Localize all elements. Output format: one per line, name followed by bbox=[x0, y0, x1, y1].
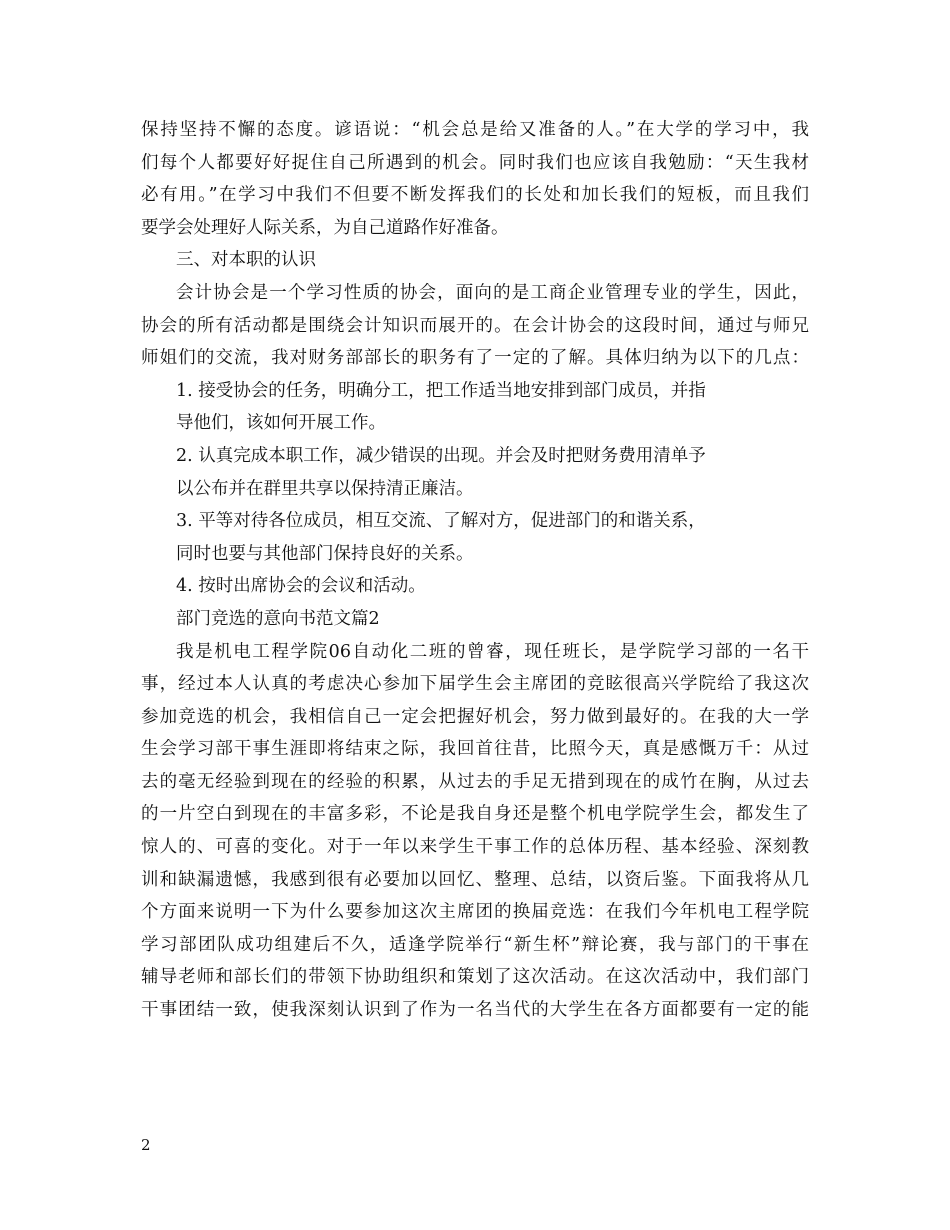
text-line: 2. 认真完成本职工作，减少错误的出现。并会及时把财务费用清单予 bbox=[176, 445, 706, 466]
text-line: 我是机电工程学院06自动化二班的曾睿，现任班长，是学院学习部的一名干 bbox=[176, 641, 809, 662]
text-line: 参加竞选的机会，我相信自己一定会把握好机会，努力做到最好的。在我的大一学 bbox=[141, 706, 809, 727]
text-line: 生会学习部干事生涯即将结束之际，我回首往昔，比照今天，真是感慨万千：从过 bbox=[141, 739, 809, 760]
text-line: 干事团结一致，使我深刻认识到了作为一名当代的大学生在各方面都要有一定的能 bbox=[141, 1000, 809, 1021]
page-number: 2 bbox=[141, 1136, 151, 1154]
document-body bbox=[141, 114, 809, 1027]
text-line: 部门竞选的意向书范文篇2 bbox=[176, 608, 380, 629]
text-line: 1. 接受协会的任务，明确分工，把工作适当地安排到部门成员，并指 bbox=[176, 380, 706, 401]
text-line: 要学会处理好人际关系，为自己道路作好准备。 bbox=[141, 217, 509, 238]
text-line: 事，经过本人认真的考虑决心参加下届学生会主席团的竞眩很高兴学院给了我这次 bbox=[141, 674, 809, 695]
text-line: 训和缺漏遗憾，我感到很有必要加以回忆、整理、总结，以资后鉴。下面我将从几 bbox=[141, 869, 809, 890]
text-line: 个方面来说明一下为什么要参加这次主席团的换届竞选：在我们今年机电工程学院 bbox=[141, 902, 809, 923]
text-line: 辅导老师和部长们的带领下协助组织和策划了这次活动。在这次活动中，我们部门 bbox=[141, 967, 809, 988]
text-line: 三、对本职的认识 bbox=[176, 250, 316, 271]
text-line: 3. 平等对待各位成员，相互交流、了解对方，促进部门的和谐关系， bbox=[176, 511, 706, 532]
text-line: 会计协会是一个学习性质的协会，面向的是工商企业管理专业的学生，因此， bbox=[176, 282, 809, 303]
text-line: 保持坚持不懈的态度。谚语说：“机会总是给又准备的人。”在大学的学习中，我 bbox=[141, 120, 809, 140]
text-line: 同时也要与其他部门保持良好的关系。 bbox=[176, 543, 474, 564]
text-line: 以公布并在群里共享以保持清正廉洁。 bbox=[176, 478, 474, 499]
text-line: 的一片空白到现在的丰富多彩，不论是我自身还是整个机电学院学生会，都发生了 bbox=[141, 804, 809, 825]
text-line: 学习部团队成功组建后不久，适逢学院举行“新生杯”辩论赛，我与部门的干事在 bbox=[141, 934, 809, 955]
text-line: 惊人的、可喜的变化。对于一年以来学生干事工作的总体历程、基本经验、深刻教 bbox=[141, 837, 809, 858]
text-line: 们每个人都要好好捉住自己所遇到的机会。同时我们也应该自我勉励：“天生我材 bbox=[141, 152, 809, 173]
text-line: 去的毫无经验到现在的经验的积累，从过去的手足无措到现在的成竹在胸，从过去 bbox=[141, 771, 809, 792]
text-line: 必有用。”在学习中我们不但要不断发挥我们的长处和加长我们的短板，而且我们 bbox=[141, 185, 809, 206]
text-line: 协会的所有活动都是围绕会计知识而展开的。在会计协会的这段时间，通过与师兄 bbox=[141, 315, 809, 336]
text-line: 4. 按时出席协会的会议和活动。 bbox=[176, 576, 426, 597]
text-line: 师姐们的交流，我对财务部部长的职务有了一定的了解。具体归纳为以下的几点： bbox=[141, 348, 809, 369]
text-line: 导他们，该如何开展工作。 bbox=[176, 413, 386, 434]
